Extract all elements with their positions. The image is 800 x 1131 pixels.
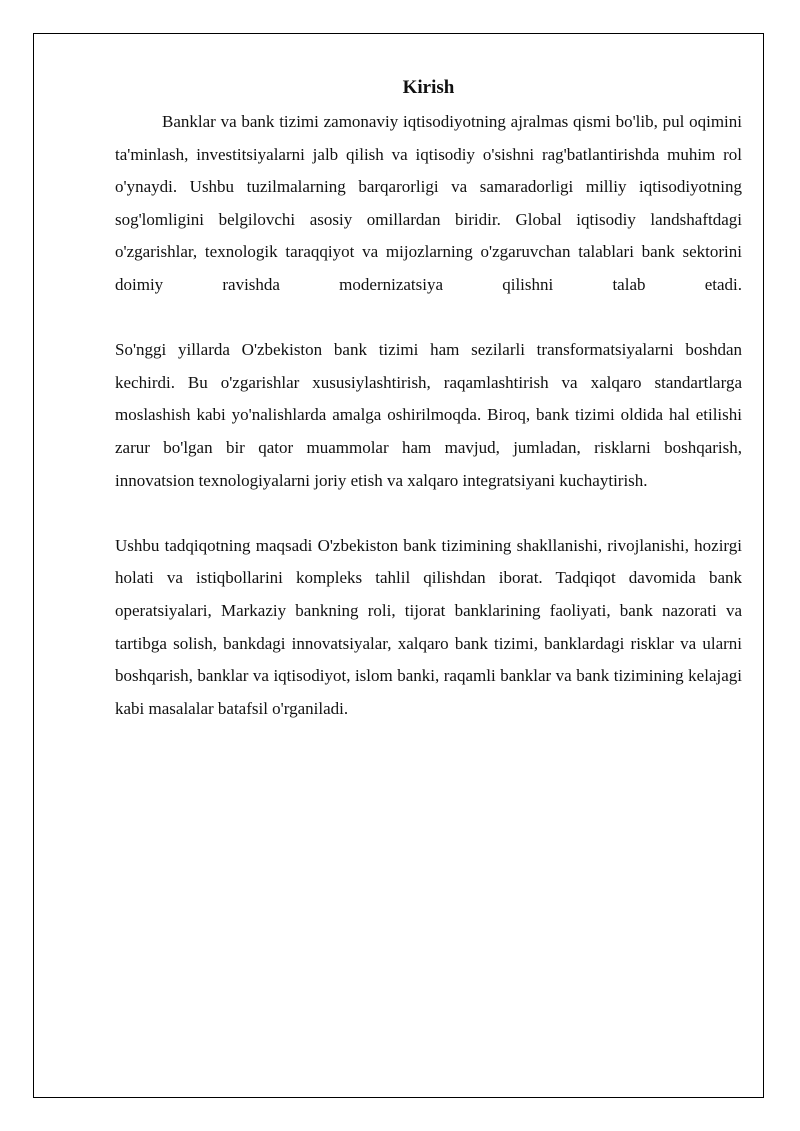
document-body bbox=[115, 106, 742, 725]
paragraph-gap bbox=[115, 302, 742, 335]
paragraph-3: Ushbu tadqiqotning maqsadi O'zbekiston bank tizimining shakllanishi, rivojlanishi, hozirgi holati va istiqbollarini kompleks tahlil qilishdan iborat. Tadqiqot davomida bank operatsiyalari, Markaziy bankning roli, tijorat banklarining faoliyati, bank nazorati va tartibga solish, bankdagi innovatsiyalar, xalqaro bank tizimi, banklardagi risklar va ularni boshqarish, banklar va iqtisodiyot, islom banki, raqamli banklar va bank tizimining kelajagi kabi masalalar batafsil o'rganiladi. bbox=[115, 535, 742, 718]
document-title: Kirish bbox=[402, 77, 455, 98]
paragraph-gap bbox=[115, 497, 742, 530]
paragraph-1: Banklar va bank tizimi zamonaviy iqtisodiyotning ajralmas qismi bo'lib, pul oqimini ta'minlash, investitsiyalarni jalb qilish va iqtisodiy o'sishni rag'batlantirishda muhim rol o'ynaydi. Ushbu tuzilmalarning barqarorligi va samaradorligi milliy iqtisodiyotning sog'lomligini belgilovchi asosiy omillardan biridir. Global iqtisodiy landshaftdagi o'zgarishlar, texnologik taraqqiyot va mijozlarning o'zgaruvchan talablari bank sektorini doimiy ravishda modernizatsiya qilishni talab etadi. bbox=[115, 112, 742, 294]
paragraph-2: So'nggi yillarda O'zbekiston bank tizimi ham sezilarli transformatsiyalarni boshdan kechirdi. Bu o'zgarishlar xususiylashtirish, raqamlashtirish va xalqaro standartlarga moslashish kabi yo'nalishlarda amalga oshirilmoqda. Biroq, bank tizimi oldida hal etilishi zarur bo'lgan bir qator muammolar ham mavjud, jumladan, risklarni boshqarish, innovatsion texnologiyalarni joriy etish va xalqaro integratsiyani kuchaytirish. bbox=[115, 340, 742, 490]
